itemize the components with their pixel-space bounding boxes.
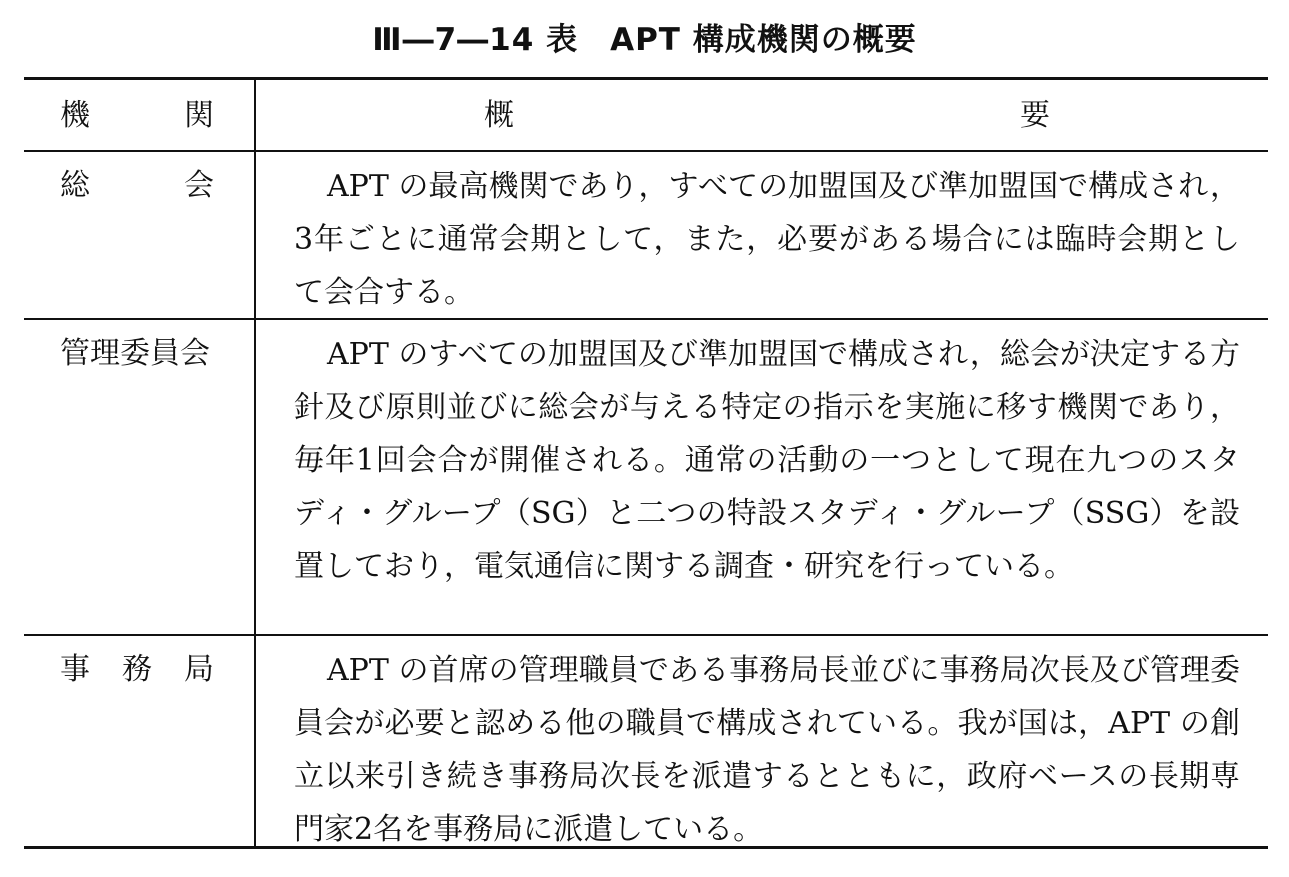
organ-name-char: 局 [184, 652, 214, 687]
organ-cell-general-assembly [24, 152, 256, 318]
organ-name-char: 総 [60, 168, 90, 203]
header-summary-char: 概 [484, 97, 514, 133]
table-header-row [24, 80, 1268, 152]
header-organ-char: 関 [184, 97, 214, 133]
description-cell [256, 152, 1268, 318]
table-title: Ⅲ―7―14 表 APT 構成機関の概要 [372, 22, 917, 58]
organ-description: APT のすべての加盟国及び準加盟国で構成され，総会が決定する方針及び原則並びに総会が与える特定の指示を実施に移す機関であり，毎年1回会合が開催される。通常の活動の一つとして現在九つのスタディ・グループ（SG）と二つの特設スタディ・グループ（SSG）を設置しており，電気通信に関する調査・研究を行っている。 [294, 337, 1240, 584]
organ-description: APT の首席の管理職員である事務局長並びに事務局次長及び管理委員会が必要と認める他の職員で構成されている。我が国は，APT の創立以来引き続き事務局次長を派遣するとともに，政府ベースの長期専門家2名を事務局に派遣している。 [294, 653, 1240, 847]
header-organ-cell [24, 80, 256, 150]
header-summary-char: 要 [1020, 97, 1050, 133]
table-row [24, 320, 1268, 636]
organ-name-char: 事 [60, 652, 90, 687]
organ-name: 管理委員会 [60, 336, 210, 371]
organ-name-char: 会 [184, 168, 214, 203]
apt-organs-table [24, 77, 1268, 849]
description-cell [256, 636, 1268, 846]
table-row [24, 152, 1268, 320]
organ-cell-management-committee [24, 320, 256, 634]
description-cell [256, 320, 1268, 634]
organ-description: APT の最高機関であり，すべての加盟国及び準加盟国で構成され，3年ごとに通常会期として，また，必要がある場合には臨時会期として会合する。 [294, 169, 1240, 310]
header-organ-char: 機 [60, 97, 90, 133]
table-row [24, 636, 1268, 846]
header-summary-cell [256, 80, 1268, 150]
organ-cell-secretariat [24, 636, 256, 846]
organ-name-char: 務 [122, 652, 152, 687]
